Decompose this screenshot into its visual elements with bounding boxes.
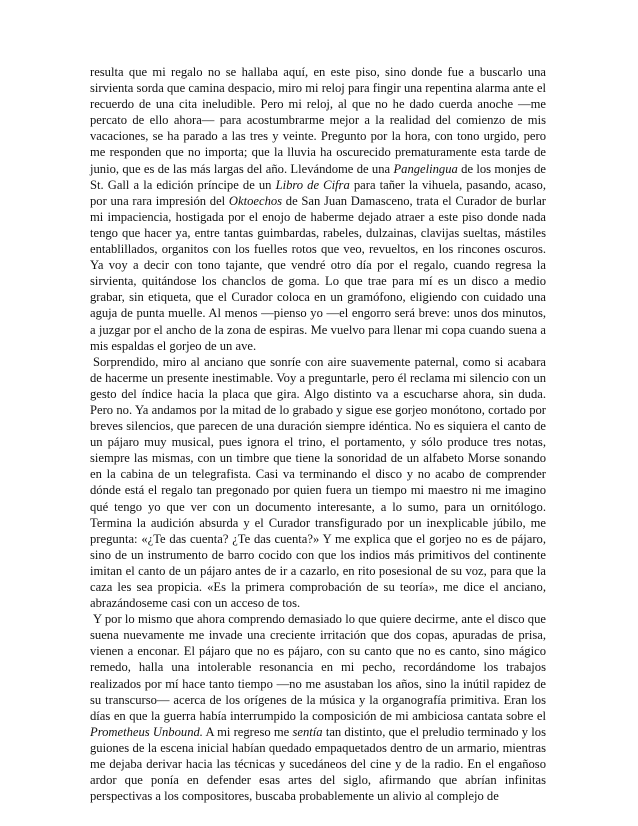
italic-title: Libro de Cifra bbox=[275, 177, 350, 192]
text-run: de San Juan Damasceno, trata el Curador de burlar mi impaciencia, hostigada por el enojo de haberme dejado atraer a este piso donde nada tengo que hacer ya, entre tantas guimbardas, rabeles, dulzainas, clavijas sueltas, mástiles entablillados, organitos con los fuelles rotos que veo, revueltos, en los rincones oscuros. Ya voy a decir con tono tajante, que vendré otro día por el regalo, cuando regresa la sirvienta, quitándose los chanclos de goma. Lo que trae para mí es un disco a medio grabar, sin etiqueta, que el Curador coloca en un gramófono, eligiendo con cuidado una aguja de punta muelle. Al menos —pienso yo —el engorro será breve: unos dos minutos, a juzgar por el ancho de la zona de espiras. Me vuelvo para llenar mi copa cuando suena a mis espaldas el gorjeo de un ave. bbox=[90, 193, 546, 353]
text-run: Y por lo mismo que ahora comprendo demasiado lo que quiere decirme, ante el disco que suena nuevamente me invade una creciente irritación que dos copas, apuradas de prisa, vienen a enconar. El pájaro que no es pájaro, con su canto que no es canto, sino mágico remedo, halla una intolerable resonancia en mi pecho, recordándome los trabajos realizados por mí hace tanto tiempo —no me asustaban los años, sino la inútil rapidez de su transcurso— acerca de los orígenes de la música y la organografía primitiva. Eran los días en que la guerra había interrumpido la composición de mi ambiciosa cantata sobre el bbox=[90, 612, 546, 723]
paragraph-2 bbox=[90, 354, 546, 612]
paragraph-1 bbox=[90, 64, 546, 354]
text-run: Sorprendido, miro al anciano que sonríe con aire suavemente paternal, como si acabara de hacerme un presente inestimable. Voy a preguntarle, pero él reclama mi silencio con un gesto del índice hacia la placa que gira. Algo distinto va a escucharse ahora, sin duda. Pero no. Ya andamos por la mitad de lo grabado y sigue ese gorjeo monótono, cortado por breves silencios, que parecen de una duración siempre idéntica. No es siquiera el canto de un pájaro muy musical, pues ignora el trino, el portamento, y sólo produce tres notas, siempre las mismas, con un timbre que tiene la sonoridad de un alfabeto Morse sonando en la cabina de un telegrafista. Casi va terminando el disco y no acabo de comprender dónde está el regalo tan pregonado por quien fuera un tiempo mi maestro ni me imagino qué tengo yo que ver con un documento interesante, a lo sumo, para un ornitólogo. Termina la audición absurda y el Curador transfigurado por un inexplicable júbilo, me pregunta: «¿Te das cuenta? ¿Te das cuenta?» Y me explica que el gorjeo no es de pájaro, sino de un instrumento de barro cocido con que los indios más primitivos del continente imitan el canto de un pájaro antes de ir a cazarlo, en rito posesional de su voz, para que la caza les sea propicia. «Es la primera comprobación de su teoría», me dice el anciano, abrazándoseme casi con un acceso de tos. bbox=[90, 354, 546, 611]
text-run: de los monjes de St. Gall a la edición príncipe de un bbox=[90, 161, 546, 192]
text-run: tan distinto, que el preludio terminado y los guiones de la escena inicial habían quedado empaquetados dentro de un armario, mientras me dejaba derivar hacia las técnicas y sucedáneos del cine y de la radio. En el engañoso ardor que ponía en defender esas artes del siglo, afirmando que abrían infinitas perspectivas a los compositores, buscaba probablemente un alivio al complejo de bbox=[90, 724, 546, 804]
italic-title: Oktoechos bbox=[228, 193, 283, 208]
text-run: A mi regreso me bbox=[202, 724, 293, 739]
text-run: para tañer la vihuela, pasando, acaso, por una rara impresión del bbox=[90, 177, 546, 208]
italic-title: Prometheus Unbound. bbox=[90, 724, 203, 739]
italic-title: sentía bbox=[292, 724, 323, 739]
paragraph-3 bbox=[90, 611, 546, 804]
body-text bbox=[90, 64, 546, 804]
italic-title: Pangelingua bbox=[393, 161, 458, 176]
text-run: resulta que mi regalo no se hallaba aquí, en este piso, sino donde fue a buscarlo una sirvienta sorda que camina despacio, miro mi reloj para fingir una repentina alarma ante el recuerdo de una cita ineludible. Pero mi reloj, al que no he dado cuerda anoche —me percato de ello ahora— para acostumbrarme mejor a la realidad del comienzo de mis vacaciones, se ha parado a las tres y veinte. Pregunto por la hora, con tono urgido, pero me responden que no importa; que la lluvia ha oscurecido prematuramente esta tarde de junio, que es de las más largas del año. Llevándome de una bbox=[90, 65, 546, 176]
